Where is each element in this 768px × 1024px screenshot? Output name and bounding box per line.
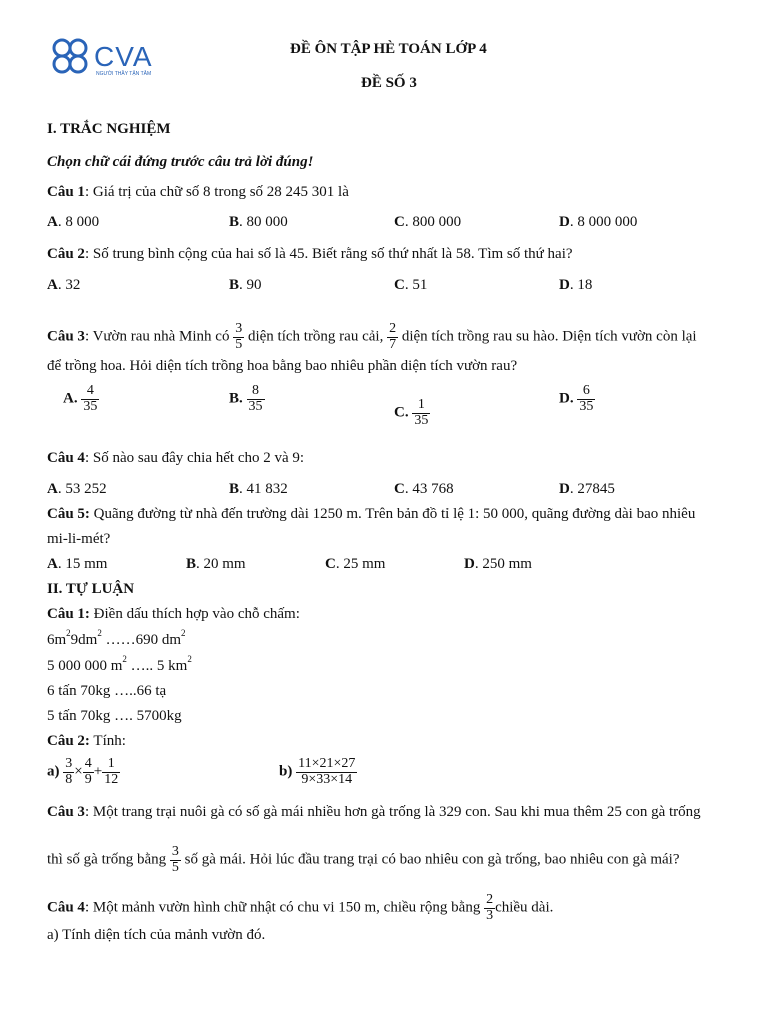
instruction: Chọn chữ cái đứng trước câu trả lời đúng! [47,154,314,170]
comparison-line-2: 5 000 000 $m^2$ ….. 5 $km^2$ [47,654,192,674]
essay-question-4: Câu 4: Một mảnh vườn hình chữ nhật có chu vi 150 m, chiều rộng bằng $\frac{2}{3}$ chiều dài. [47,892,554,923]
essay-question-4-line2: a) Tính diện tích của mảnh vườn đó. [47,927,266,943]
question-5: Câu 5: Quãng đường từ nhà đến trường dài 1250 m. Trên bản đồ tỉ lệ 1: 50 000, quãng đường dài bao nhiêu [47,506,696,522]
option-2b: B. 90 [229,277,262,293]
option-1c: C. 800 000 [394,214,462,230]
option-4b: B. 41 832 [229,481,288,497]
page-title: ĐỀ ÔN TẬP HÈ TOÁN LỚP 4 [290,41,487,57]
question-1: Câu 1: Giá trị của chữ số 8 trong số 28 245 301 là [47,184,349,200]
comparison-line-4: 5 tấn 70kg …. 5700kg [47,708,182,724]
question-3-line2: để trồng hoa. Hỏi diện tích trồng hoa bằng bao nhiêu phần diện tích vườn rau? [47,358,518,374]
question-5-line2: mi-li-mét? [47,531,111,547]
page-subtitle: ĐỀ SỐ 3 [361,75,417,91]
option-2a: A. 32 [47,277,81,293]
option-1d: D. 8 000 000 [559,214,638,230]
option-4c: C. 43 768 [394,481,454,497]
logo-tagline: NGƯỜI THẦY TẬN TÂM [96,71,152,77]
option-3c: C. $\frac{1}{35}$ [394,397,429,428]
option-5a: A. 15 mm [47,556,108,572]
question-2: Câu 2: Số trung bình cộng của hai số là 45. Biết rằng số thứ nhất là 58. Tìm số thứ hai? [47,246,573,262]
option-5c: C. 25 mm [325,556,386,572]
question-3: Câu 3: Vườn rau nhà Minh có $\frac{3}{5}$ diện tích trồng rau cải, $\frac{2}{7}$ diện tích trồng rau su hào. Diện tích vườn còn lại [47,321,697,352]
option-5d: D. 250 mm [464,556,532,572]
option-1b: B. 80 000 [229,214,288,230]
essay-question-3-line2: thì số gà trống bằng $\frac{3}{5}$ số gà mái. Hỏi lúc đầu trang trại có bao nhiêu con gà trống, bao nhiêu con gà mái? [47,844,680,875]
cva-logo [50,36,180,84]
question-4: Câu 4: Số nào sau đây chia hết cho 2 và 9: [47,450,305,466]
essay-question-2: Câu 2: Tính: [47,733,126,749]
expression-a: a) $\frac{3}{8}$ × $\frac{4}{9}$ + $\frac{1}{12}$ [47,756,119,787]
section-heading-part2: II. TỰ LUẬN [47,581,135,597]
comparison-line-1: $6m^29dm^2$ ……690 $dm^2$ [47,628,186,648]
option-2c: C. 51 [394,277,428,293]
option-3b: B. $\frac{8}{35}$ [229,383,263,414]
option-5b: B. 20 mm [186,556,246,572]
essay-question-3: Câu 3: Một trang trại nuôi gà có số gà mái nhiều hơn gà trống là 329 con. Sau khi mua thêm 25 con gà trống [47,804,701,820]
option-4a: A. 53 252 [47,481,107,497]
option-4d: D. 27845 [559,481,615,497]
option-1a: A. 8 000 [47,214,100,230]
essay-question-1: Câu 1: Điền dấu thích hợp vào chỗ chấm: [47,606,300,622]
option-2d: D. 18 [559,277,593,293]
fraction: $\frac{3}{5}$ [235,321,243,352]
fraction: $\frac{2}{7}$ [389,321,397,352]
expression-b: b) $\frac{11\times 21\times 27}{9\times 33\times 14}$ [279,756,356,787]
option-3a: A. $\frac{4}{35}$ [63,383,98,414]
section-heading-part1: I. TRẮC NGHIỆM [47,121,171,137]
logo-text: CVA [94,41,153,72]
comparison-line-3: 6 tấn 70kg …..66 tạ [47,683,167,699]
option-3d: D. $\frac{6}{35}$ [559,383,594,414]
